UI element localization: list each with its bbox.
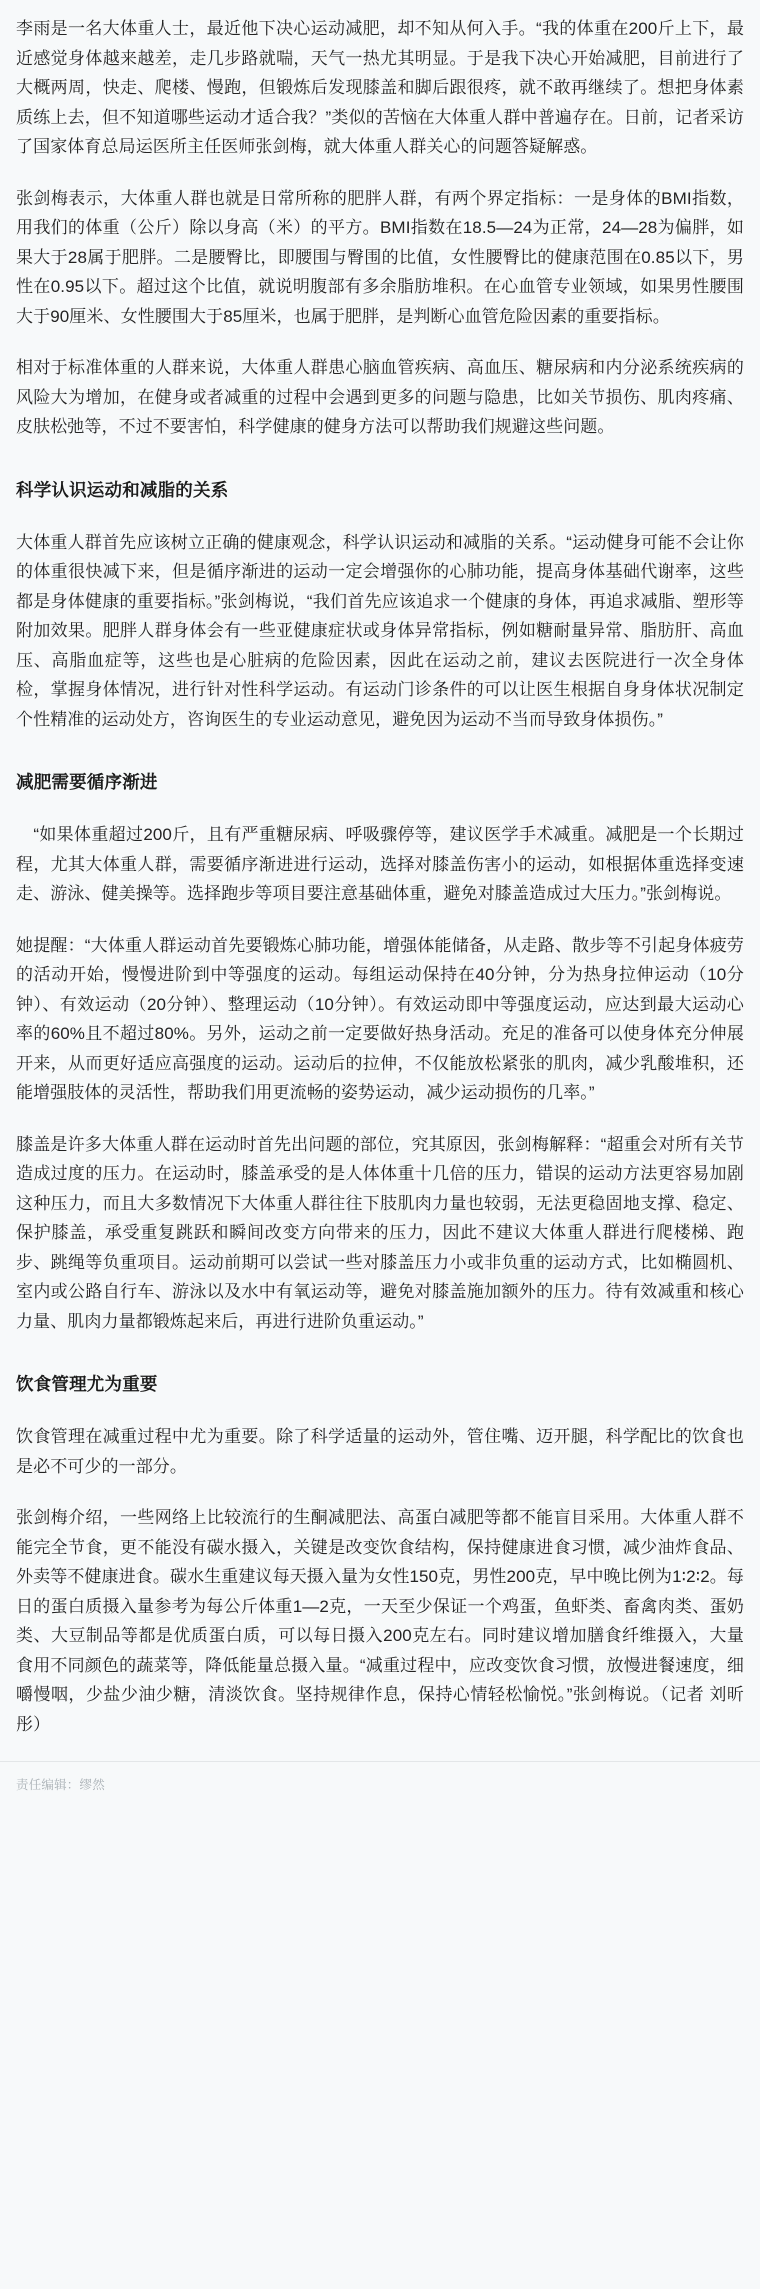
article-paragraph: 膝盖是许多大体重人群在运动时首先出问题的部位，究其原因，张剑梅解释：“超重会对所有关节造成过度的压力。在运动时，膝盖承受的是人体体重十几倍的压力，错误的运动方法更容易加剧这种压力，而且大多数情况下大体重人群往往下肢肌肉力量也较弱，无法更稳固地支撑、稳定、保护膝盖，承受重复跳跃和瞬间改变方向带来的压力，因此不建议大体重人群进行爬楼梯、跑步、跳绳等负重项目。运动前期可以尝试一些对膝盖压力小或非负重的运动方式，比如椭圆机、室内或公路自行车、游泳以及水中有氧运动等，避免对膝盖施加额外的压力。待有效减重和核心力量、肌肉力量都锻炼起来后，再进行进阶负重运动。”: [16, 1134, 744, 1331]
section-spacer: [16, 464, 744, 470]
article-paragraph: “如果体重超过200斤，且有严重糖尿病、呼吸骤停等，建议医学手术减重。减肥是一个长期过程，尤其大体重人群，需要循序渐进进行运动，选择对膝盖伤害小的运动，如根据体重选择变速走、游泳、健美操等。选择跑步等项目要注意基础体重，避免对膝盖造成过大压力。”张剑梅说。: [16, 825, 744, 903]
bottom-padding: [0, 1816, 760, 1830]
article-footer: [0, 1761, 760, 1816]
responsible-editor-label: 责任编辑：缪然: [16, 1778, 105, 1792]
section-heading-progressive: 减肥需要循序渐进: [16, 772, 158, 792]
article-paragraph: 饮食管理在减重过程中尤为重要。除了科学适量的运动外，管住嘴、迈开腿，科学配比的饮食也是必不可少的一部分。: [16, 1427, 744, 1476]
section-spacer: [16, 1358, 744, 1364]
article-paragraph: 大体重人群首先应该树立正确的健康观念，科学认识运动和减脂的关系。“运动健身可能不会让你的体重很快减下来，但是循序渐进的运动一定会增强你的心肺功能，提高身体基础代谢率，这些都是身体健康的重要指标。”张剑梅说，“我们首先应该追求一个健康的身体，再追求减脂、塑形等附加效果。肥胖人群身体会有一些亚健康症状或身体异常指标，例如糖耐量异常、脂肪肝、高血压、高脂血症等，这些也是心脏病的危险因素，因此在运动之前，建议去医院进行一次全身体检，掌握身体情况，进行针对性科学运动。有运动门诊条件的可以让医生根据自身身体状况制定个性精准的运动处方，咨询医生的专业运动意见，避免因为运动不当而导致身体损伤。”: [16, 532, 744, 729]
article-paragraph: 她提醒：“大体重人群运动首先要锻炼心肺功能，增强体能储备，从走路、散步等不引起身体疲劳的活动开始，慢慢进阶到中等强度的运动。每组运动保持在40分钟，分为热身拉伸运动（10分钟）、有效运动（20分钟）、整理运动（10分钟）。有效运动即中等强度运动，应达到最大运动心率的60%且不超过80%。另外，运动之前一定要做好热身活动。充足的准备可以使身体充分伸展开来，从而更好适应高强度的运动。运动后的拉伸，不仅能放松紧张的肌肉，减少乳酸堆积，还能增强肢体的灵活性，帮助我们用更流畅的姿势运动，减少运动损伤的几率。”: [16, 935, 744, 1102]
section-heading-science: 科学认识运动和减脂的关系: [16, 479, 229, 500]
section-heading-diet: 饮食管理尤为重要: [16, 1374, 158, 1394]
article-paragraph: 李雨是一名大体重人士，最近他下决心运动减肥，却不知从何入手。“我的体重在200斤上下，最近感觉身体越来越差，走几步路就喘，天气一热尤其明显。于是我下决心开始减肥，目前进行了大概两周，快走、爬楼、慢跑，但锻炼后发现膝盖和脚后跟很疼，就不敢再继续了。想把身体素质练上去，但不知道哪些运动才适合我？”类似的苦恼在大体重人群中普遍存在。日前，记者采访了国家体育总局运医所主任医师张剑梅，就大体重人群关心的问题答疑解惑。: [16, 19, 744, 156]
article-paragraph: 相对于标准体重的人群来说，大体重人群患心脑血管疾病、高血压、糖尿病和内分泌系统疾病的风险大为增加，在健身或者减重的过程中会遇到更多的问题与隐患，比如关节损伤、肌肉疼痛、皮肤松弛等，不过不要害怕，科学健康的健身方法可以帮助我们规避这些问题。: [16, 358, 744, 436]
article-paragraph: 张剑梅表示，大体重人群也就是日常所称的肥胖人群，有两个界定指标：一是身体的BMI指数，用我们的体重（公斤）除以身高（米）的平方。BMI指数在18.5—24为正常，24—28为偏胖，如果大于28属于肥胖。二是腰臀比，即腰围与臀围的比值，女性腰臀比的健康范围在0.85以下，男性在0.95以下。超过这个比值，就说明腹部有多余脂肪堆积。在心血管专业领域，如果男性腰围大于90厘米、女性腰围大于85厘米，也属于肥胖，是判断心血管危险因素的重要指标。: [16, 188, 744, 326]
article-paragraph: 张剑梅介绍，一些网络上比较流行的生酮减肥法、高蛋白减肥等都不能盲目采用。大体重人群不能完全节食，更不能没有碳水摄入，关键是改变饮食结构，保持健康进食习惯，减少油炸食品、外卖等不健康进食。碳水生重建议每天摄入量为女性150克，男性200克，早中晚比例为1∶2∶2。每日的蛋白质摄入量参考为每公斤体重1—2克，一天至少保证一个鸡蛋，鱼虾类、畜禽肉类、蛋奶类、大豆制品等都是优质蛋白质，可以每日摄入200克左右。同时建议增加膳食纤维摄入，大量食用不同颜色的蔬菜等，降低能量总摄入量。“减重过程中，应改变饮食习惯，放慢进餐速度，细嚼慢咽，少盐少油少糖，清淡饮食。坚持规律作息，保持心情轻松愉悦。”张剑梅说。（记者 刘昕彤）: [16, 1508, 744, 1734]
section-spacer: [16, 756, 744, 762]
